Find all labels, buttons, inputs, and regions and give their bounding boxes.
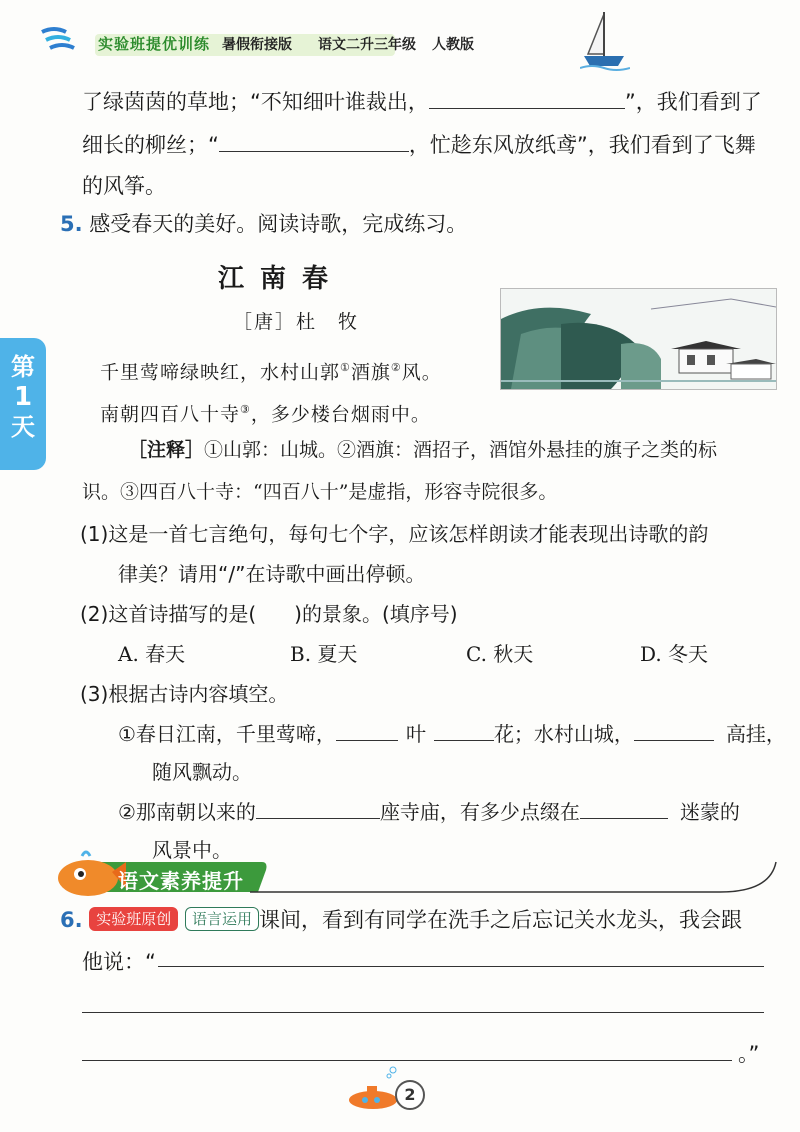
notes-text: ①山郭：山城。②酒旗：酒招子，酒馆外悬挂的旗子之类的标 <box>204 439 718 461</box>
question-number: 6. <box>60 908 83 932</box>
subq1-line-1: (1)这是一首七言绝句，每句七个字，应该怎样朗读才能表现出诗歌的韵 <box>80 522 709 546</box>
footnote-mark: ③ <box>240 403 251 416</box>
footnote-mark: ① <box>340 361 351 374</box>
day-tab <box>0 338 46 470</box>
answer-blank[interactable] <box>580 798 668 819</box>
option-b[interactable]: B. 夏天 <box>290 642 358 666</box>
q4-text: ”，我们看到了 <box>624 90 762 114</box>
fill-text: 花；水村山城， <box>493 722 634 746</box>
answer-blank[interactable] <box>434 720 494 741</box>
answer-blank[interactable] <box>429 88 625 109</box>
q4-text: ，忙趁东风放纸鸢”，我们看到了飞舞 <box>408 133 756 157</box>
original-badge: 实验班原创 <box>89 907 178 931</box>
notes-line-1 <box>128 436 717 464</box>
fill1-line-2: 随风飘动。 <box>152 760 252 784</box>
notes-label: ［注释］ <box>128 439 205 461</box>
day-tab-prefix: 第 <box>11 353 35 381</box>
question-prompt: 课间，看到有同学在洗手之后忘记关水龙头，我会跟 <box>259 908 742 932</box>
poem-text: ，多少楼台烟雨中。 <box>250 403 431 426</box>
poem-text: 酒旗 <box>350 361 391 384</box>
brand-name: 实验班提优训练 <box>98 35 211 53</box>
subq2-text: (2)这首诗描写的是( <box>80 602 257 626</box>
poem-text: 风。 <box>401 361 442 384</box>
page-number: 2 <box>395 1080 425 1110</box>
fill2-line-1 <box>118 798 740 826</box>
fill1-line-1 <box>118 720 786 748</box>
edition-label: 暑假衔接版 <box>222 37 292 53</box>
fill-text: 高挂， <box>725 722 786 746</box>
answer-blank[interactable] <box>219 131 409 152</box>
section-divider <box>250 852 780 912</box>
answer-blank[interactable] <box>634 720 714 741</box>
q5-prompt-line <box>60 210 467 238</box>
grade-label: 语文二升三年级 <box>318 37 416 53</box>
q4-line-3: 的风筝。 <box>82 174 166 198</box>
fill-text: 座寺庙，有多少点缀在 <box>379 800 580 824</box>
fill-text: 迷蒙的 <box>679 800 740 824</box>
fill-text: 叶 <box>405 722 426 746</box>
q4-text: 了绿茵茵的草地；“不知细叶谁裁出， <box>82 90 429 114</box>
publisher-label: 人教版 <box>432 37 474 53</box>
q4-line-1 <box>82 88 762 116</box>
footnote-mark: ② <box>390 361 402 374</box>
q4-text: 细长的柳丝；“ <box>82 133 219 157</box>
jiangnan-landscape-illustration <box>500 288 777 390</box>
skill-badge: 语言运用 <box>185 907 259 931</box>
q4-line-2 <box>82 131 756 159</box>
fill2-line-2: 风景中。 <box>152 838 232 862</box>
subq3-line: (3)根据古诗内容填空。 <box>80 682 289 706</box>
question-prompt: 感受春天的美好。阅读诗歌，完成练习。 <box>89 212 468 236</box>
page-header <box>0 0 800 78</box>
option-c[interactable]: C. 秋天 <box>466 642 534 666</box>
fill-text: ②那南朝以来的 <box>118 800 256 824</box>
answer-blank[interactable] <box>336 720 398 741</box>
day-tab-number: 1 <box>13 382 33 412</box>
logo-icon <box>40 24 96 52</box>
section-title: 语文素养提升 <box>118 869 244 893</box>
answer-line[interactable] <box>82 1060 732 1061</box>
poem-title: 江南春 <box>218 264 345 294</box>
subq1-line-2: 律美？请用“/”在诗歌中画出停顿。 <box>118 562 426 586</box>
poem-line-2 <box>100 397 431 427</box>
poem-text: 南朝四百八十寺 <box>100 403 241 426</box>
day-tab-suffix: 天 <box>11 413 35 441</box>
option-a[interactable]: A. 春天 <box>118 642 186 666</box>
fill-text: ①春日江南，千里莺啼， <box>118 722 336 746</box>
poem-line-1 <box>100 355 442 385</box>
subq2-line <box>80 600 458 628</box>
sailboat-icon <box>580 10 630 72</box>
q6-line-1 <box>60 906 742 934</box>
q6-line-2: 他说：“ <box>82 950 156 974</box>
question-number: 5. <box>60 212 83 236</box>
option-d[interactable]: D. 冬天 <box>640 642 709 666</box>
answer-line[interactable] <box>158 966 764 967</box>
answer-line[interactable] <box>82 1012 764 1013</box>
answer-blank[interactable] <box>256 798 380 819</box>
q6-end-quote: 。” <box>738 1042 760 1066</box>
notes-line-2: 识。③四百八十寺：“四百八十”是虚指，形容寺院很多。 <box>82 481 558 503</box>
poem-text: 千里莺啼绿映红，水村山郭 <box>100 361 341 384</box>
poem-author: ［唐］杜 牧 <box>233 311 360 333</box>
subq2-text: )的景象。(填序号) <box>294 602 458 626</box>
